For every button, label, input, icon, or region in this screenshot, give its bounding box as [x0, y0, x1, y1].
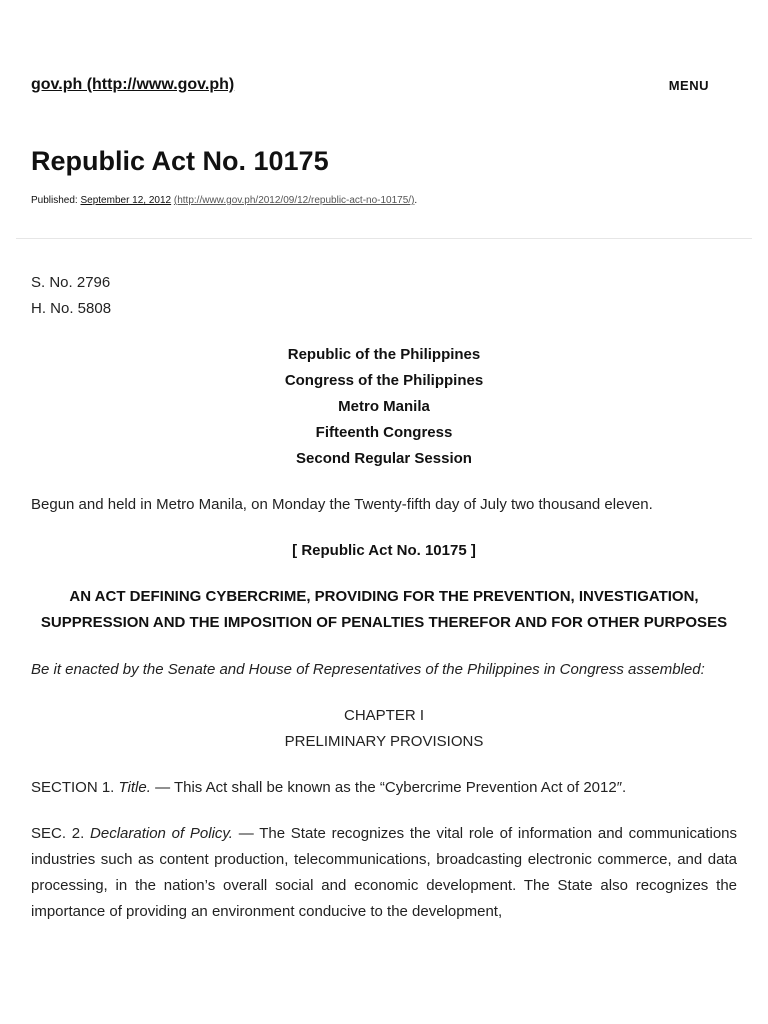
published-date[interactable]: September 12, 2012: [80, 195, 172, 206]
section-1-heading: Title.: [118, 779, 151, 796]
chapter-heading: [31, 703, 737, 755]
congress-header: [31, 342, 737, 472]
menu-button[interactable]: MENU: [668, 78, 709, 93]
header-divider: [16, 238, 752, 239]
section-2-label: SEC. 2.: [31, 825, 85, 842]
site-home-link[interactable]: gov.ph (http://www.gov.ph): [31, 76, 235, 93]
header-line-location: Metro Manila: [338, 398, 430, 415]
published-url-link[interactable]: (http://www.gov.ph/2012/09/12/republic-act-no-10175/): [173, 195, 415, 206]
bill-numbers: [31, 270, 737, 322]
header-line-republic: Republic of the Philippines: [287, 346, 481, 363]
section-2-heading: Declaration of Policy.: [90, 825, 233, 842]
house-bill-number: H. No. 5808: [31, 300, 112, 317]
section-1-label: SECTION 1.: [31, 779, 115, 796]
header-line-congress: Congress of the Philippines: [284, 372, 484, 389]
section-1: [31, 775, 737, 801]
act-title: AN ACT DEFINING CYBERCRIME, PROVIDING FOR THE PREVENTION, INVESTIGATION, SUPPRESSION AND THE IMPOSITION OF PENALTIES THEREFOR AND FOR OTHER PURPOSES: [40, 588, 728, 631]
published-label: Published:: [31, 195, 78, 206]
section-2: [31, 821, 737, 925]
senate-bill-number: S. No. 2796: [31, 274, 111, 291]
header-line-congress-number: Fifteenth Congress: [315, 424, 453, 441]
begun-statement: Begun and held in Metro Manila, on Monday the Twenty-fifth day of July two thousand eleven.: [31, 496, 653, 513]
enacting-clause: Be it enacted by the Senate and House of Representatives of the Philippines in Congress assembled:: [31, 661, 705, 678]
republic-act-reference: [ Republic Act No. 10175 ]: [292, 542, 476, 559]
article-body: [31, 270, 737, 925]
published-line: [31, 195, 417, 206]
chapter-number: CHAPTER I: [343, 707, 424, 724]
top-bar: [31, 76, 709, 100]
section-2-text: — The State recognizes the vital role of information and communications industries such as content production, telecommunications, broadcasting electronic commerce, and data processing, in the nation’s overall social and economic development. The State also recognizes the importance of providing an environment conducive to the development,: [31, 825, 738, 920]
chapter-title: PRELIMINARY PROVISIONS: [284, 733, 484, 750]
published-period: .: [414, 195, 418, 206]
section-1-text: — This Act shall be known as the “Cybercrime Prevention Act of 2012″.: [155, 779, 627, 796]
header-line-session: Second Regular Session: [296, 450, 472, 467]
page-title: Republic Act No. 10175: [31, 146, 329, 176]
